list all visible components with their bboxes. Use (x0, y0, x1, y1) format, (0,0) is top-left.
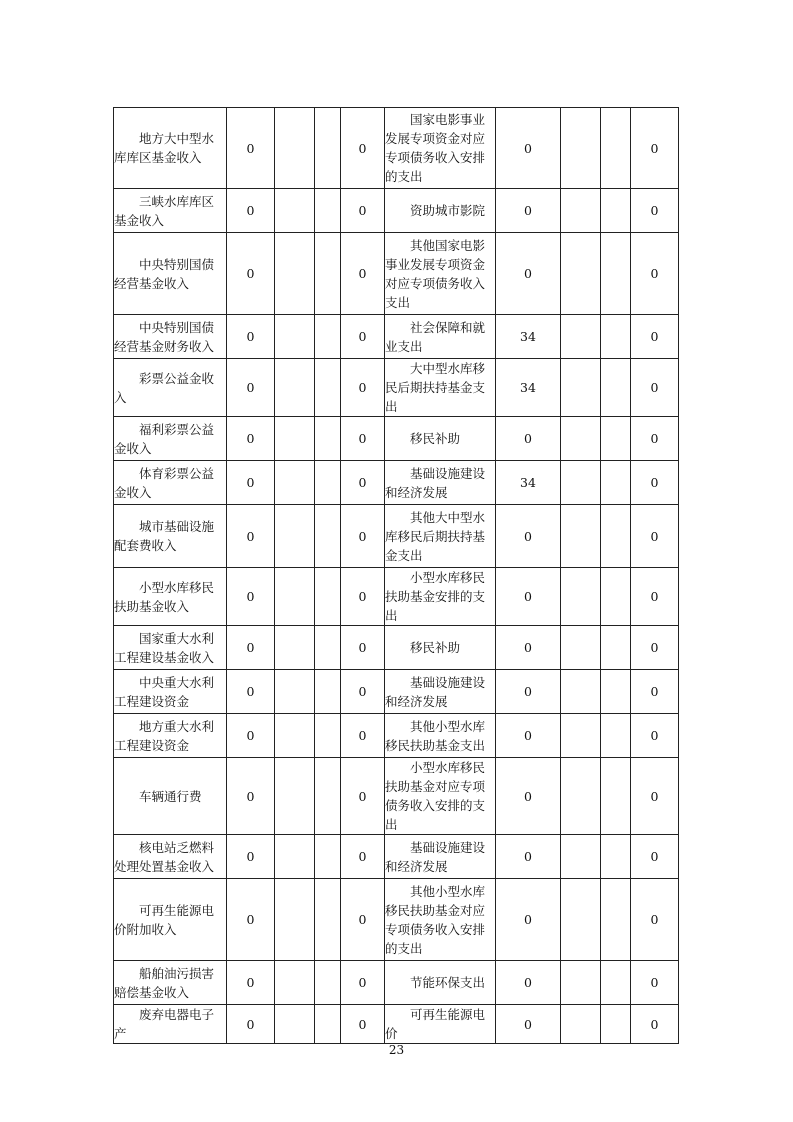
empty-cell (601, 835, 631, 879)
expenditure-total-cell: 0 (631, 568, 679, 626)
empty-cell (315, 879, 341, 961)
table-row (114, 961, 679, 1005)
expenditure-total-cell: 0 (631, 417, 679, 461)
expenditure-item-label: 小型水库移民扶助基金安排的支出 (385, 570, 486, 623)
revenue-value-cell: 0 (227, 1005, 275, 1044)
empty-cell (561, 758, 601, 835)
page-number: 23 (388, 1043, 405, 1057)
empty-cell (601, 505, 631, 568)
empty-cell (601, 670, 631, 714)
empty-cell (561, 670, 601, 714)
expenditure-item-label: 其他大中型水库移民后期扶持基金支出 (385, 509, 486, 563)
expenditure-item-label: 大中型水库移民后期扶持基金支出 (385, 361, 486, 414)
empty-cell (561, 1005, 601, 1044)
expenditure-value-cell: 0 (496, 714, 561, 758)
empty-cell (601, 315, 631, 359)
empty-cell (315, 1005, 341, 1044)
revenue-value-cell: 0 (227, 233, 275, 315)
expenditure-total-cell: 0 (631, 626, 679, 670)
expenditure-total-cell: 0 (631, 359, 679, 417)
empty-cell (561, 108, 601, 189)
revenue-item-label: 车辆通行费 (139, 788, 202, 804)
expenditure-item-label: 资助城市影院 (410, 203, 486, 218)
revenue-value-cell: 0 (227, 626, 275, 670)
revenue-item-label: 地方重大水利工程建设资金 (114, 718, 215, 753)
expenditure-item-label: 基础设施建设和经济发展 (385, 839, 486, 874)
empty-cell (601, 1005, 631, 1044)
revenue-subtotal-cell: 0 (341, 505, 385, 568)
revenue-item-cell (114, 670, 227, 714)
revenue-item-cell (114, 835, 227, 879)
revenue-subtotal-cell: 0 (341, 626, 385, 670)
expenditure-value-cell: 0 (496, 835, 561, 879)
empty-cell (315, 108, 341, 189)
expenditure-item-label: 其他小型水库移民扶助基金对应专项债务收入安排的支出 (385, 883, 486, 956)
empty-cell (275, 961, 315, 1005)
empty-cell (561, 879, 601, 961)
empty-cell (275, 315, 315, 359)
empty-cell (315, 961, 341, 1005)
expenditure-total-cell: 0 (631, 961, 679, 1005)
empty-cell (315, 189, 341, 233)
revenue-item-cell (114, 359, 227, 417)
expenditure-item-cell (385, 461, 496, 505)
revenue-subtotal-cell: 0 (341, 879, 385, 961)
expenditure-item-cell (385, 879, 496, 961)
revenue-item-cell (114, 315, 227, 359)
expenditure-value-cell: 0 (496, 233, 561, 315)
expenditure-total-cell: 0 (631, 1005, 679, 1044)
revenue-value-cell: 0 (227, 108, 275, 189)
expenditure-item-cell (385, 626, 496, 670)
revenue-item-cell (114, 568, 227, 626)
empty-cell (601, 961, 631, 1005)
empty-cell (561, 359, 601, 417)
revenue-value-cell: 0 (227, 879, 275, 961)
table-row (114, 108, 679, 189)
expenditure-value-cell: 0 (496, 879, 561, 961)
table-row (114, 359, 679, 417)
revenue-item-label: 地方大中型水库库区基金收入 (114, 131, 215, 165)
empty-cell (275, 108, 315, 189)
revenue-item-label: 中央特别国债经营基金收入 (114, 256, 215, 291)
revenue-item-cell (114, 1005, 227, 1044)
expenditure-value-cell: 0 (496, 417, 561, 461)
revenue-item-label: 废弃电器电子产 (114, 1007, 215, 1041)
empty-cell (315, 505, 341, 568)
revenue-item-label: 小型水库移民扶助基金收入 (114, 579, 215, 614)
empty-cell (601, 233, 631, 315)
expenditure-value-cell: 34 (496, 315, 561, 359)
empty-cell (315, 568, 341, 626)
revenue-item-cell (114, 417, 227, 461)
expenditure-item-cell (385, 670, 496, 714)
empty-cell (315, 835, 341, 879)
empty-cell (315, 670, 341, 714)
revenue-value-cell: 0 (227, 359, 275, 417)
revenue-item-cell (114, 461, 227, 505)
expenditure-item-cell (385, 108, 496, 189)
expenditure-total-cell: 0 (631, 714, 679, 758)
expenditure-total-cell: 0 (631, 315, 679, 359)
empty-cell (601, 108, 631, 189)
table-row (114, 417, 679, 461)
revenue-value-cell: 0 (227, 189, 275, 233)
empty-cell (275, 626, 315, 670)
empty-cell (601, 879, 631, 961)
empty-cell (315, 417, 341, 461)
expenditure-item-label: 其他小型水库移民扶助基金支出 (385, 718, 486, 753)
empty-cell (601, 568, 631, 626)
revenue-value-cell: 0 (227, 758, 275, 835)
revenue-item-label: 彩票公益金收入 (114, 370, 215, 405)
empty-cell (275, 835, 315, 879)
expenditure-item-label: 国家电影事业发展专项资金对应专项债务收入安排的支出 (385, 112, 486, 184)
empty-cell (315, 461, 341, 505)
empty-cell (561, 461, 601, 505)
revenue-item-label: 中央重大水利工程建设资金 (114, 674, 215, 709)
expenditure-item-cell (385, 835, 496, 879)
expenditure-item-label: 移民补助 (410, 640, 461, 655)
revenue-item-label: 城市基础设施配套费收入 (114, 519, 215, 553)
revenue-subtotal-cell: 0 (341, 1005, 385, 1044)
expenditure-value-cell: 34 (496, 461, 561, 505)
revenue-value-cell: 0 (227, 714, 275, 758)
expenditure-value-cell: 0 (496, 568, 561, 626)
expenditure-total-cell: 0 (631, 189, 679, 233)
table-row (114, 461, 679, 505)
revenue-subtotal-cell: 0 (341, 189, 385, 233)
revenue-item-cell (114, 626, 227, 670)
revenue-subtotal-cell: 0 (341, 758, 385, 835)
revenue-item-label: 三峡水库库区基金收入 (114, 193, 215, 228)
expenditure-total-cell: 0 (631, 461, 679, 505)
expenditure-total-cell: 0 (631, 879, 679, 961)
empty-cell (315, 758, 341, 835)
expenditure-item-cell (385, 961, 496, 1005)
empty-cell (561, 626, 601, 670)
empty-cell (275, 233, 315, 315)
expenditure-value-cell: 34 (496, 359, 561, 417)
expenditure-total-cell: 0 (631, 505, 679, 568)
expenditure-value-cell: 0 (496, 108, 561, 189)
empty-cell (561, 315, 601, 359)
revenue-item-cell (114, 505, 227, 568)
revenue-subtotal-cell: 0 (341, 461, 385, 505)
expenditure-item-cell (385, 233, 496, 315)
table-row (114, 835, 679, 879)
empty-cell (601, 359, 631, 417)
revenue-item-cell (114, 189, 227, 233)
revenue-value-cell: 0 (227, 835, 275, 879)
empty-cell (275, 417, 315, 461)
expenditure-item-cell (385, 417, 496, 461)
revenue-value-cell: 0 (227, 461, 275, 505)
revenue-item-label: 体育彩票公益金收入 (114, 465, 215, 500)
empty-cell (561, 568, 601, 626)
expenditure-value-cell: 0 (496, 1005, 561, 1044)
revenue-item-label: 中央特别国债经营基金财务收入 (114, 319, 215, 354)
revenue-item-label: 国家重大水利工程建设基金收入 (114, 630, 215, 665)
expenditure-total-cell: 0 (631, 108, 679, 189)
expenditure-value-cell: 0 (496, 670, 561, 714)
table-row (114, 670, 679, 714)
revenue-value-cell: 0 (227, 417, 275, 461)
expenditure-item-cell (385, 758, 496, 835)
revenue-item-cell (114, 108, 227, 189)
empty-cell (561, 233, 601, 315)
expenditure-item-label: 基础设施建设和经济发展 (385, 674, 486, 709)
expenditure-total-cell: 0 (631, 835, 679, 879)
empty-cell (561, 505, 601, 568)
revenue-value-cell: 0 (227, 568, 275, 626)
revenue-item-cell (114, 961, 227, 1005)
empty-cell (561, 835, 601, 879)
table-row (114, 626, 679, 670)
empty-cell (315, 233, 341, 315)
revenue-subtotal-cell: 0 (341, 568, 385, 626)
table-body (114, 108, 679, 1044)
empty-cell (315, 714, 341, 758)
expenditure-item-label: 社会保障和就业支出 (385, 319, 486, 354)
revenue-item-cell (114, 714, 227, 758)
expenditure-item-cell (385, 505, 496, 568)
expenditure-item-cell (385, 315, 496, 359)
expenditure-value-cell: 0 (496, 505, 561, 568)
expenditure-item-label: 可再生能源电价 (385, 1007, 486, 1041)
empty-cell (275, 1005, 315, 1044)
revenue-item-label: 可再生能源电价附加收入 (114, 902, 215, 937)
expenditure-value-cell: 0 (496, 961, 561, 1005)
empty-cell (275, 189, 315, 233)
revenue-value-cell: 0 (227, 315, 275, 359)
fund-budget-table (113, 107, 679, 1044)
empty-cell (275, 670, 315, 714)
empty-cell (561, 961, 601, 1005)
empty-cell (315, 359, 341, 417)
expenditure-item-label: 小型水库移民扶助基金对应专项债务收入安排的支出 (385, 760, 486, 832)
expenditure-item-label: 移民补助 (410, 431, 461, 446)
expenditure-item-label: 节能环保支出 (410, 975, 486, 990)
empty-cell (601, 758, 631, 835)
expenditure-value-cell: 0 (496, 626, 561, 670)
revenue-subtotal-cell: 0 (341, 670, 385, 714)
revenue-item-label: 核电站乏燃料处理处置基金收入 (114, 839, 215, 874)
revenue-item-cell (114, 879, 227, 961)
expenditure-value-cell: 0 (496, 758, 561, 835)
revenue-subtotal-cell: 0 (341, 233, 385, 315)
revenue-subtotal-cell: 0 (341, 714, 385, 758)
empty-cell (601, 189, 631, 233)
empty-cell (561, 714, 601, 758)
empty-cell (275, 568, 315, 626)
revenue-value-cell: 0 (227, 961, 275, 1005)
empty-cell (275, 461, 315, 505)
table-row (114, 315, 679, 359)
expenditure-value-cell: 0 (496, 189, 561, 233)
revenue-subtotal-cell: 0 (341, 961, 385, 1005)
expenditure-item-label: 基础设施建设和经济发展 (385, 465, 486, 500)
table-row (114, 758, 679, 835)
table-row (114, 505, 679, 568)
empty-cell (601, 461, 631, 505)
table-row (114, 879, 679, 961)
revenue-value-cell: 0 (227, 505, 275, 568)
empty-cell (601, 714, 631, 758)
empty-cell (561, 417, 601, 461)
revenue-subtotal-cell: 0 (341, 108, 385, 189)
expenditure-item-label: 其他国家电影事业发展专项资金对应专项债务收入支出 (385, 237, 486, 310)
empty-cell (275, 758, 315, 835)
empty-cell (275, 879, 315, 961)
empty-cell (601, 626, 631, 670)
empty-cell (561, 189, 601, 233)
table-row (114, 233, 679, 315)
empty-cell (275, 714, 315, 758)
revenue-value-cell: 0 (227, 670, 275, 714)
revenue-item-label: 福利彩票公益金收入 (114, 421, 215, 456)
expenditure-item-cell (385, 568, 496, 626)
empty-cell (601, 417, 631, 461)
table-row (114, 189, 679, 233)
expenditure-total-cell: 0 (631, 758, 679, 835)
empty-cell (275, 505, 315, 568)
revenue-subtotal-cell: 0 (341, 835, 385, 879)
revenue-subtotal-cell: 0 (341, 359, 385, 417)
expenditure-item-cell (385, 1005, 496, 1044)
table-row (114, 714, 679, 758)
empty-cell (315, 626, 341, 670)
revenue-item-cell (114, 758, 227, 835)
empty-cell (315, 315, 341, 359)
revenue-subtotal-cell: 0 (341, 315, 385, 359)
revenue-subtotal-cell: 0 (341, 417, 385, 461)
expenditure-item-cell (385, 189, 496, 233)
revenue-item-cell (114, 233, 227, 315)
revenue-item-label: 船舶油污损害赔偿基金收入 (114, 965, 215, 1000)
expenditure-total-cell: 0 (631, 670, 679, 714)
expenditure-total-cell: 0 (631, 233, 679, 315)
expenditure-item-cell (385, 359, 496, 417)
table-row (114, 1005, 679, 1044)
table-row (114, 568, 679, 626)
expenditure-item-cell (385, 714, 496, 758)
empty-cell (275, 359, 315, 417)
